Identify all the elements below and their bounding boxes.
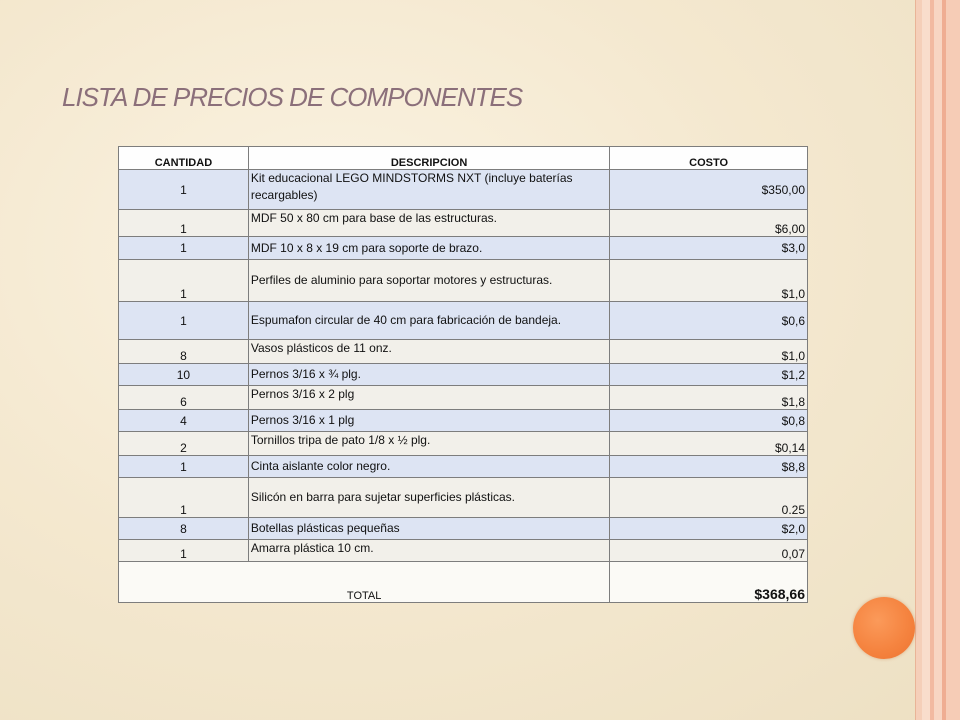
row-cost: $0,8 [610, 410, 808, 432]
slide-decorative-stripes [916, 0, 960, 720]
row-desc: Kit educacional LEGO MINDSTORMS NXT (incluye baterías recargables) [248, 170, 609, 210]
row-desc: Tornillos tripa de pato 1/8 x ½ plg. [248, 432, 609, 456]
table-row [119, 456, 808, 478]
row-qty: 1 [119, 260, 249, 302]
row-cost: $1,2 [610, 364, 808, 386]
row-cost: $350,00 [610, 170, 808, 210]
header-descripcion: DESCRIPCION [248, 147, 609, 170]
row-qty: 4 [119, 410, 249, 432]
table-row [119, 340, 808, 364]
row-cost: $1,0 [610, 260, 808, 302]
row-qty: 1 [119, 478, 249, 518]
row-qty: 10 [119, 364, 249, 386]
slide-title: LISTA DE PRECIOS DE COMPONENTES [62, 82, 523, 112]
price-table [118, 146, 808, 603]
decorative-orange-circle [853, 597, 915, 659]
table-row [119, 170, 808, 210]
row-desc: Pernos 3/16 x 1 plg [248, 410, 609, 432]
row-desc: Pernos 3/16 x ¾ plg. [248, 364, 609, 386]
row-cost: $6,00 [610, 210, 808, 237]
total-value: $368,66 [610, 562, 808, 603]
table-row [119, 210, 808, 237]
table-header-row [119, 147, 808, 170]
table-row [119, 410, 808, 432]
table-row [119, 540, 808, 562]
row-desc: Perfiles de aluminio para soportar motores y estructuras. [248, 260, 609, 302]
row-cost: $8,8 [610, 456, 808, 478]
row-desc: MDF 10 x 8 x 19 cm para soporte de brazo. [248, 237, 609, 260]
row-qty: 1 [119, 210, 249, 237]
row-qty: 8 [119, 518, 249, 540]
row-cost: 0,07 [610, 540, 808, 562]
row-qty: 1 [119, 456, 249, 478]
row-cost: $3,0 [610, 237, 808, 260]
table-row [119, 260, 808, 302]
table-row [119, 386, 808, 410]
row-qty: 1 [119, 540, 249, 562]
header-costo: COSTO [610, 147, 808, 170]
row-desc: Espumafon circular de 40 cm para fabricación de bandeja. [248, 302, 609, 340]
row-desc: Vasos plásticos de 11 onz. [248, 340, 609, 364]
table-row [119, 364, 808, 386]
row-desc: Amarra plástica 10 cm. [248, 540, 609, 562]
header-cantidad: CANTIDAD [119, 147, 249, 170]
table-row [119, 518, 808, 540]
row-qty: 8 [119, 340, 249, 364]
row-qty: 2 [119, 432, 249, 456]
table-row [119, 478, 808, 518]
row-desc: MDF 50 x 80 cm para base de las estructuras. [248, 210, 609, 237]
table-row [119, 432, 808, 456]
row-qty: 1 [119, 170, 249, 210]
table-row [119, 302, 808, 340]
row-desc: Botellas plásticas pequeñas [248, 518, 609, 540]
table-row [119, 237, 808, 260]
row-qty: 6 [119, 386, 249, 410]
row-cost: $0,14 [610, 432, 808, 456]
row-qty: 1 [119, 302, 249, 340]
row-cost: $1,8 [610, 386, 808, 410]
total-row [119, 562, 808, 603]
row-qty: 1 [119, 237, 249, 260]
row-desc: Pernos 3/16 x 2 plg [248, 386, 609, 410]
row-desc: Silicón en barra para sujetar superficies plásticas. [248, 478, 609, 518]
total-label: TOTAL [119, 562, 610, 603]
row-cost: $2,0 [610, 518, 808, 540]
row-desc: Cinta aislante color negro. [248, 456, 609, 478]
row-cost: $1,0 [610, 340, 808, 364]
row-cost: 0.25 [610, 478, 808, 518]
row-cost: $0,6 [610, 302, 808, 340]
